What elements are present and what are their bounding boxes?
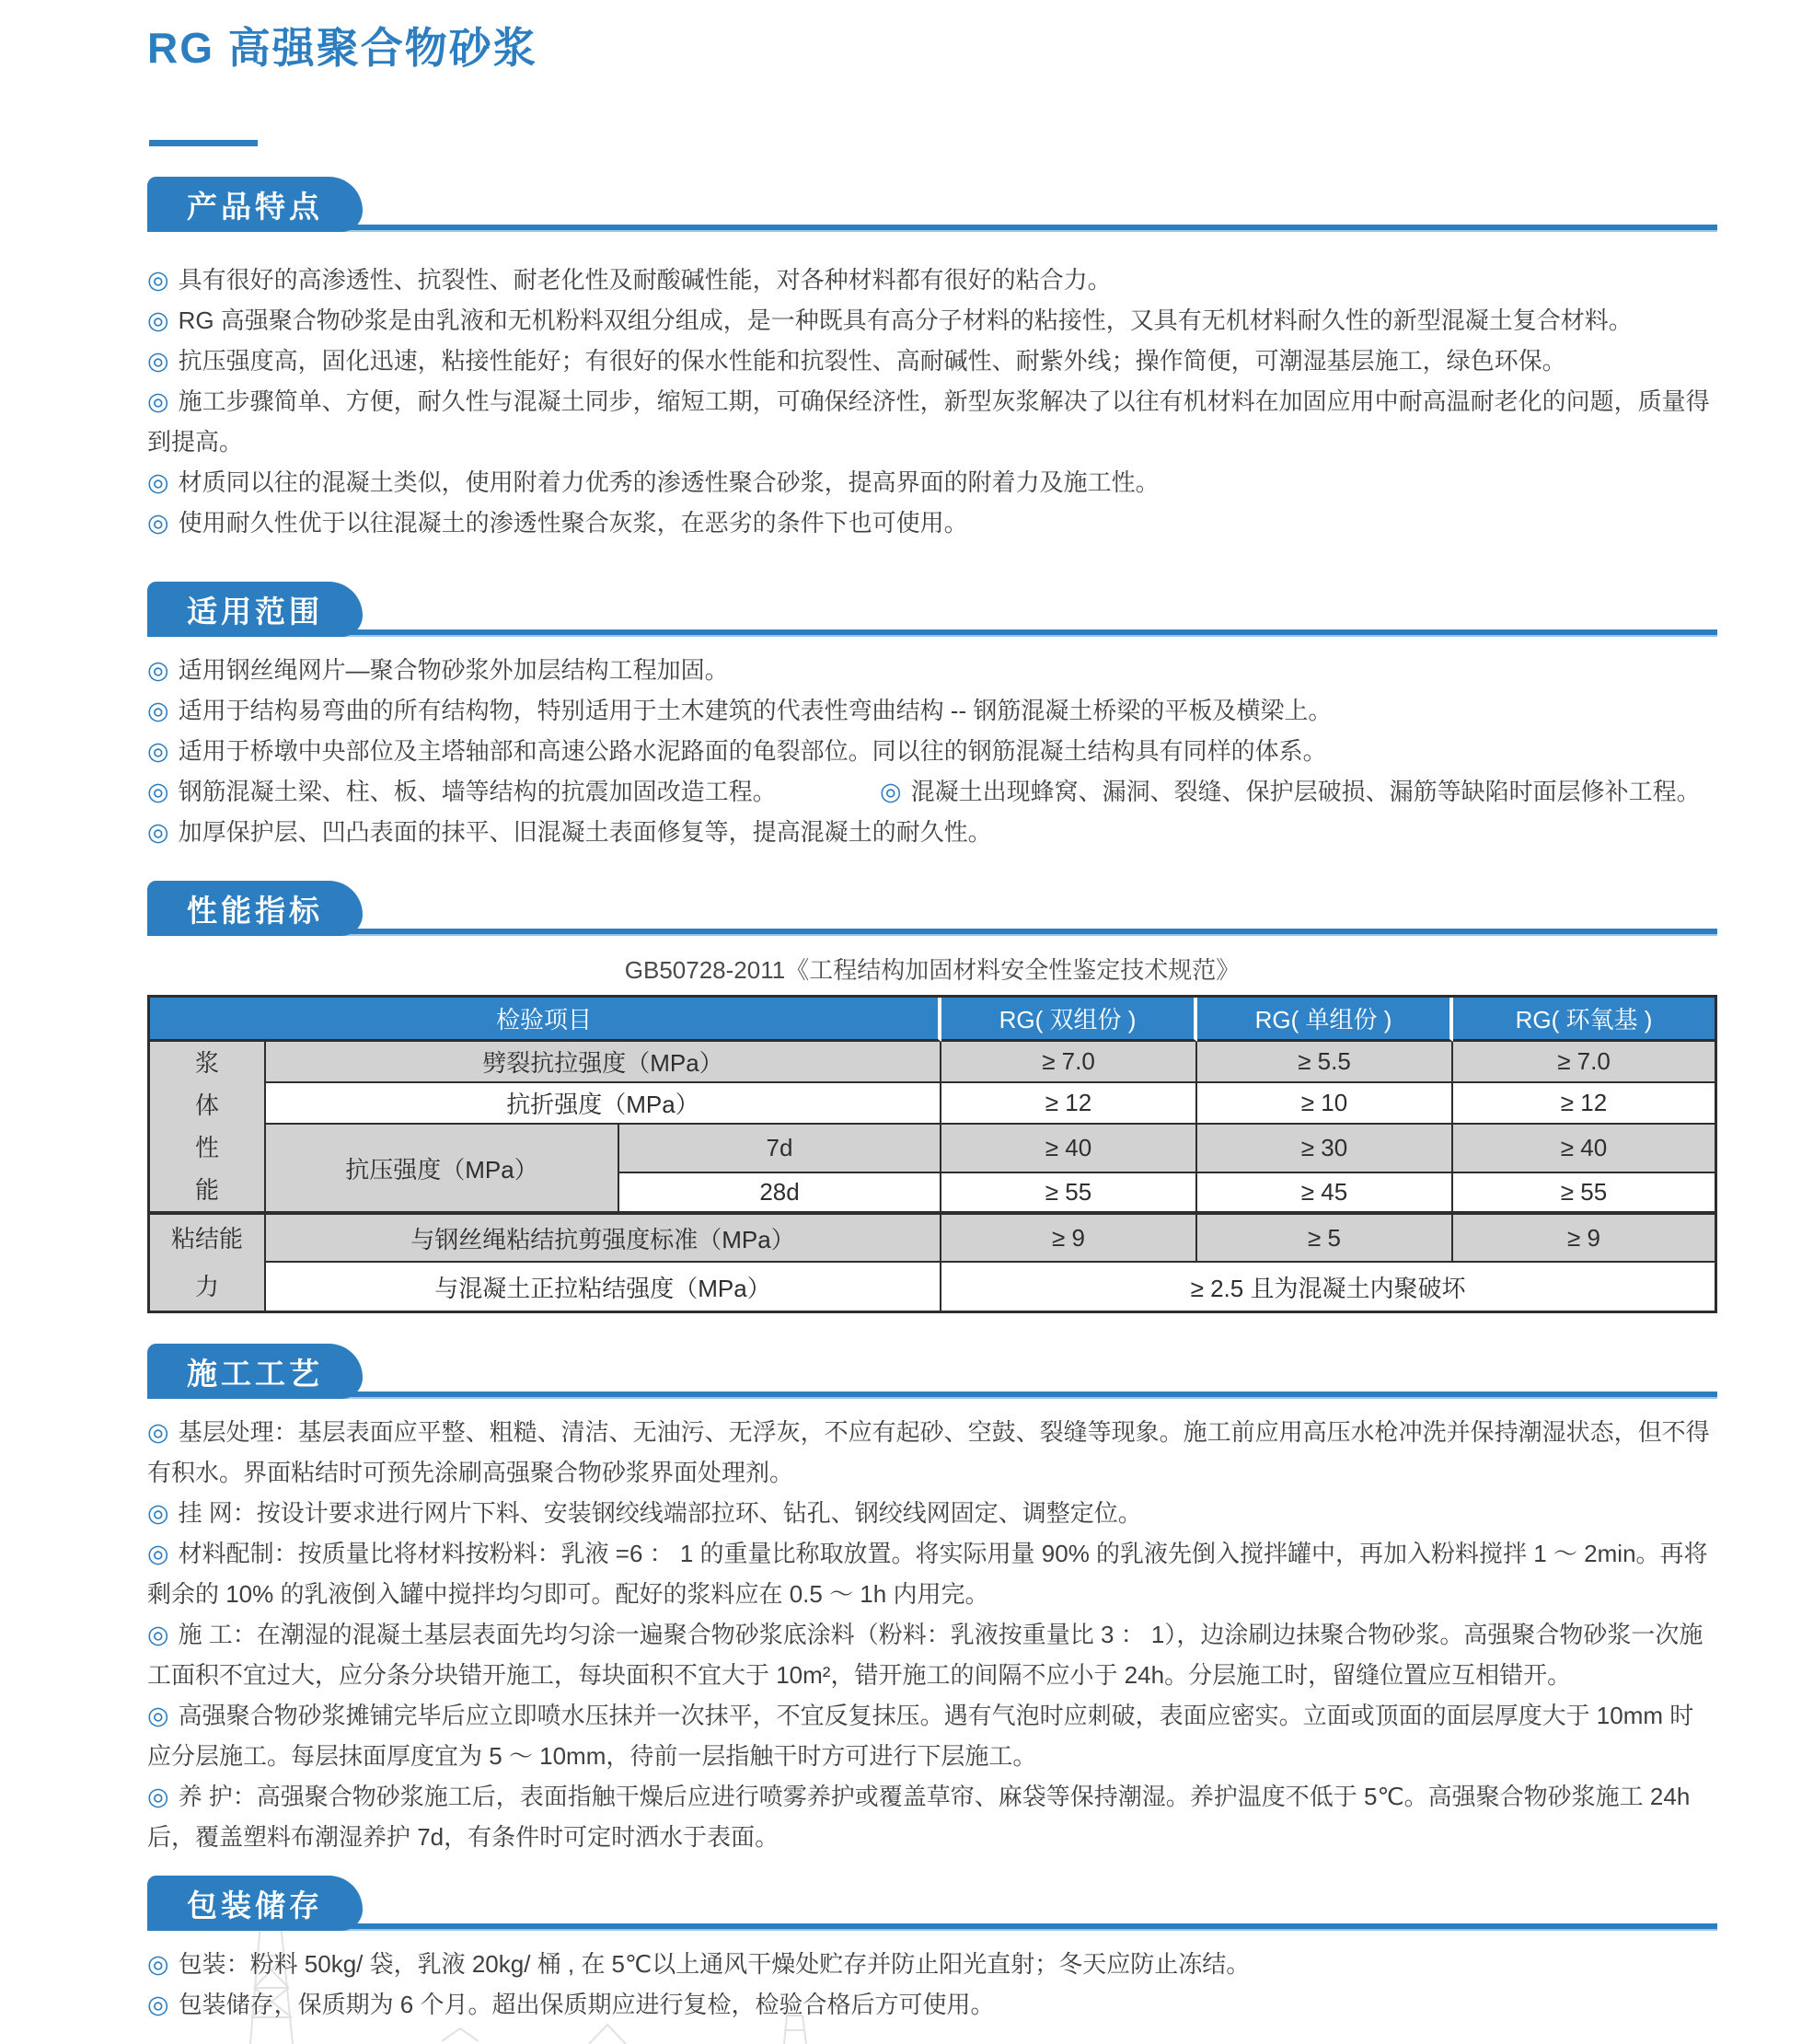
table-row	[150, 1125, 1715, 1173]
list-item-text: 适用钢丝绳网片—聚合物砂浆外加层结构工程加固。	[178, 656, 729, 684]
list-item	[147, 1533, 1717, 1614]
ring-bullet-icon: ◎	[147, 468, 169, 496]
list-item	[147, 1984, 1717, 2025]
col-header-rg-epoxy: RG( 环氧基 )	[1453, 998, 1715, 1042]
list-item-pair	[147, 771, 1717, 812]
section-process-heading: 施工工艺	[147, 1344, 363, 1399]
performance-table	[147, 995, 1717, 1313]
ring-bullet-icon: ◎	[147, 387, 169, 415]
list-item	[147, 502, 1717, 543]
section-rule	[147, 929, 1717, 936]
list-item	[147, 1944, 1717, 1984]
list-item-text: 包装储存，保质期为 6 个月。超出保质期应进行复检，检验合格后方可使用。	[178, 1991, 995, 2018]
cell-subitem: 28d	[619, 1173, 941, 1215]
ring-bullet-icon: ◎	[147, 1783, 169, 1810]
cell-value: ≥ 10	[1197, 1083, 1453, 1125]
cell-value: ≥ 55	[941, 1173, 1197, 1215]
row-group-label: 浆体性能	[150, 1042, 266, 1215]
list-item-text: 材料配制：按质量比将材料按粉料：乳液 =6 ： 1 的重量比称取放置。将实际用量 90% 的乳液先倒入搅拌罐中，再加入粉料搅拌 1 ～ 2min。再将剩余的 10% 的乳液倒入罐中搅拌均匀即可。配好的浆料应在 0.5 ～ 1h 内用完。	[147, 1540, 1708, 1608]
cell-item: 抗折强度（MPa）	[266, 1083, 941, 1125]
section-performance	[147, 881, 1717, 1313]
cell-item: 劈裂抗拉强度（MPa）	[266, 1042, 941, 1083]
cell-value: ≥ 7.0	[1453, 1042, 1715, 1083]
col-header-rg-single: RG( 单组份 )	[1197, 998, 1453, 1042]
ring-bullet-icon: ◎	[147, 306, 169, 334]
ring-bullet-icon: ◎	[147, 1418, 169, 1446]
list-item	[147, 341, 1717, 381]
cell-value: ≥ 12	[1453, 1083, 1715, 1125]
ring-bullet-icon: ◎	[147, 737, 169, 765]
list-item-text: 适用于桥墩中央部位及主塔轴部和高速公路水泥路面的龟裂部位。同以往的钢筋混凝土结构具有同样的体系。	[178, 737, 1327, 765]
list-item-text: 包装：粉料 50kg/ 袋，乳液 20kg/ 桶 , 在 5℃以上通风干燥处贮存并防止阳光直射；冬天应防止冻结。	[178, 1950, 1251, 1978]
ring-bullet-icon: ◎	[147, 656, 169, 684]
list-item	[147, 300, 1717, 341]
cell-item: 与混凝土正拉粘结强度（MPa）	[266, 1263, 941, 1311]
ring-bullet-icon: ◎	[147, 1621, 169, 1648]
ring-bullet-icon: ◎	[147, 347, 169, 375]
section-scope	[147, 582, 1717, 852]
ring-bullet-icon: ◎	[147, 778, 169, 805]
pair-left	[147, 771, 880, 812]
list-item	[147, 462, 1717, 502]
ring-bullet-icon: ◎	[147, 818, 169, 846]
ring-bullet-icon: ◎	[147, 1499, 169, 1527]
list-item-text: 施工步骤简单、方便，耐久性与混凝土同步，缩短工期，可确保经济性，新型灰浆解决了以往有机材料在加固应用中耐高温耐老化的问题，质量得到提高。	[147, 387, 1710, 456]
section-process	[147, 1344, 1717, 1857]
cell-value: ≥ 40	[941, 1125, 1197, 1173]
list-item-text: 使用耐久性优于以往混凝土的渗透性聚合灰浆，在恶劣的条件下也可使用。	[178, 509, 968, 537]
section-performance-header	[147, 881, 1717, 936]
list-item-text: 养 护：高强聚合物砂浆施工后，表面指触干燥后应进行喷雾养护或覆盖草帘、麻袋等保持潮湿。养护温度不低于 5℃。高强聚合物砂浆施工 24h 后，覆盖塑料布潮湿养护 7d，有条件时可定时洒水于表面。	[147, 1783, 1691, 1851]
col-header-rg-dual: RG( 双组份 )	[941, 998, 1197, 1042]
list-item	[147, 731, 1717, 771]
list-item	[147, 1614, 1717, 1695]
list-item-text: 钢筋混凝土梁、柱、板、墙等结构的抗震加固改造工程。	[178, 778, 777, 805]
list-item	[147, 1493, 1717, 1533]
ring-bullet-icon: ◎	[147, 266, 169, 294]
cell-value: ≥ 5	[1197, 1215, 1453, 1263]
list-item-text: 适用于结构易弯曲的所有结构物，特别适用于土木建筑的代表性弯曲结构 -- 钢筋混凝土桥梁的平板及横梁上。	[178, 697, 1333, 724]
ring-bullet-icon: ◎	[147, 1540, 169, 1567]
cell-value: ≥ 30	[1197, 1125, 1453, 1173]
list-item-text: 加厚保护层、凹凸表面的抹平、旧混凝土表面修复等，提高混凝土的耐久性。	[178, 818, 992, 846]
section-performance-heading: 性能指标	[147, 881, 363, 936]
ring-bullet-icon: ◎	[880, 778, 902, 805]
ring-bullet-icon: ◎	[147, 1950, 169, 1978]
process-list	[147, 1412, 1717, 1857]
ring-bullet-icon: ◎	[147, 697, 169, 724]
list-item-text: 具有很好的高渗透性、抗裂性、耐老化性及耐酸碱性能，对各种材料都有很好的粘合力。	[178, 266, 1112, 294]
section-packaging-header	[147, 1876, 1717, 1931]
scope-list	[147, 650, 1717, 852]
section-rule	[147, 629, 1717, 637]
list-item-text: 抗压强度高，固化迅速，粘接性能好；有很好的保水性能和抗裂性、高耐碱性、耐紫外线；操作简便，可潮湿基层施工，绿色环保。	[178, 347, 1566, 375]
section-process-header	[147, 1344, 1717, 1399]
cell-subitem: 7d	[619, 1125, 941, 1173]
cell-value: ≥ 2.5 且为混凝土内聚破坏	[941, 1263, 1715, 1311]
cell-value: ≥ 55	[1453, 1173, 1715, 1215]
cell-value: ≥ 9	[1453, 1215, 1715, 1263]
cell-item: 抗压强度（MPa）	[266, 1125, 619, 1215]
cell-value: ≥ 5.5	[1197, 1042, 1453, 1083]
section-rule	[147, 225, 1717, 232]
title-underline	[149, 140, 258, 146]
list-item	[147, 260, 1717, 300]
section-features	[147, 177, 1717, 543]
cell-item: 与钢丝绳粘结抗剪强度标准（MPa）	[266, 1215, 941, 1263]
list-item-text: 高强聚合物砂浆摊铺完毕后应立即喷水压抹并一次抹平，不宜反复抹压。遇有气泡时应刺破，表面应密实。立面或顶面的面层厚度大于 10mm 时应分层施工。每层抹面厚度宜为 5 ～ 10mm，待前一层指触干时方可进行下层施工。	[147, 1702, 1694, 1770]
table-row	[150, 1263, 1715, 1311]
list-item	[147, 381, 1717, 462]
list-item-text: RG 高强聚合物砂浆是由乳液和无机粉料双组分组成，是一种既具有高分子材料的粘接性，又具有无机材料耐久性的新型混凝土复合材料。	[178, 306, 1633, 334]
col-header-item: 检验项目	[150, 998, 941, 1042]
list-item-text: 基层处理：基层表面应平整、粗糙、清洁、无油污、无浮灰，不应有起砂、空鼓、裂缝等现象。施工前应用高压水枪冲洗并保持潮湿状态，但不得有积水。界面粘结时可预先涂刷高强聚合物砂浆界面处理剂。	[147, 1418, 1710, 1486]
ring-bullet-icon: ◎	[147, 1702, 169, 1729]
section-scope-header	[147, 582, 1717, 637]
ring-bullet-icon: ◎	[147, 509, 169, 537]
section-packaging	[147, 1876, 1717, 2025]
ring-bullet-icon: ◎	[147, 1991, 169, 2018]
list-item-text: 材质同以往的混凝土类似，使用附着力优秀的渗透性聚合砂浆，提高界面的附着力及施工性。	[178, 468, 1160, 496]
section-features-header	[147, 177, 1717, 232]
list-item	[147, 1776, 1717, 1857]
row-group-label: 粘结能力	[150, 1215, 266, 1311]
table-row	[150, 1083, 1715, 1125]
table-row	[150, 1215, 1715, 1263]
section-rule	[147, 1392, 1717, 1399]
cell-value: ≥ 12	[941, 1083, 1197, 1125]
cell-value: ≥ 9	[941, 1215, 1197, 1263]
list-item-text: 施 工：在潮湿的混凝土基层表面先均匀涂一遍聚合物砂浆底涂料（粉料：乳液按重量比 3 ： 1），边涂刷边抹聚合物砂浆。高强聚合物砂浆一次施工面积不宜过大，应分条分块错开施工，每块面积不宜大于 10m²，错开施工的间隔不应小于 24h。分层施工时，留缝位置应互相错开。	[147, 1621, 1703, 1689]
section-packaging-heading: 包装储存	[147, 1876, 363, 1931]
cell-value: ≥ 7.0	[941, 1042, 1197, 1083]
table-header-row	[150, 998, 1715, 1042]
list-item	[147, 812, 1717, 852]
packaging-list	[147, 1944, 1717, 2025]
table-caption: GB50728-2011《工程结构加固材料安全性鉴定技术规范》	[624, 956, 1241, 984]
list-item	[147, 690, 1717, 731]
list-item	[147, 650, 1717, 690]
cell-value: ≥ 45	[1197, 1173, 1453, 1215]
features-list	[147, 260, 1717, 543]
table-row	[150, 1042, 1715, 1083]
list-item-text: 挂 网：按设计要求进行网片下料、安装钢绞线端部拉环、钻孔、钢绞线网固定、调整定位。	[178, 1499, 1142, 1527]
section-rule	[147, 1923, 1717, 1931]
list-item	[147, 1412, 1717, 1493]
list-item	[147, 1695, 1717, 1776]
page-title: RG 高强聚合物砂浆	[147, 24, 537, 72]
section-features-heading: 产品特点	[147, 177, 363, 232]
list-item-text: 混凝土出现蜂窝、漏洞、裂缝、保护层破损、漏筋等缺陷时面层修补工程。	[910, 778, 1701, 805]
section-scope-heading: 适用范围	[147, 582, 363, 637]
cell-value: ≥ 40	[1453, 1125, 1715, 1173]
